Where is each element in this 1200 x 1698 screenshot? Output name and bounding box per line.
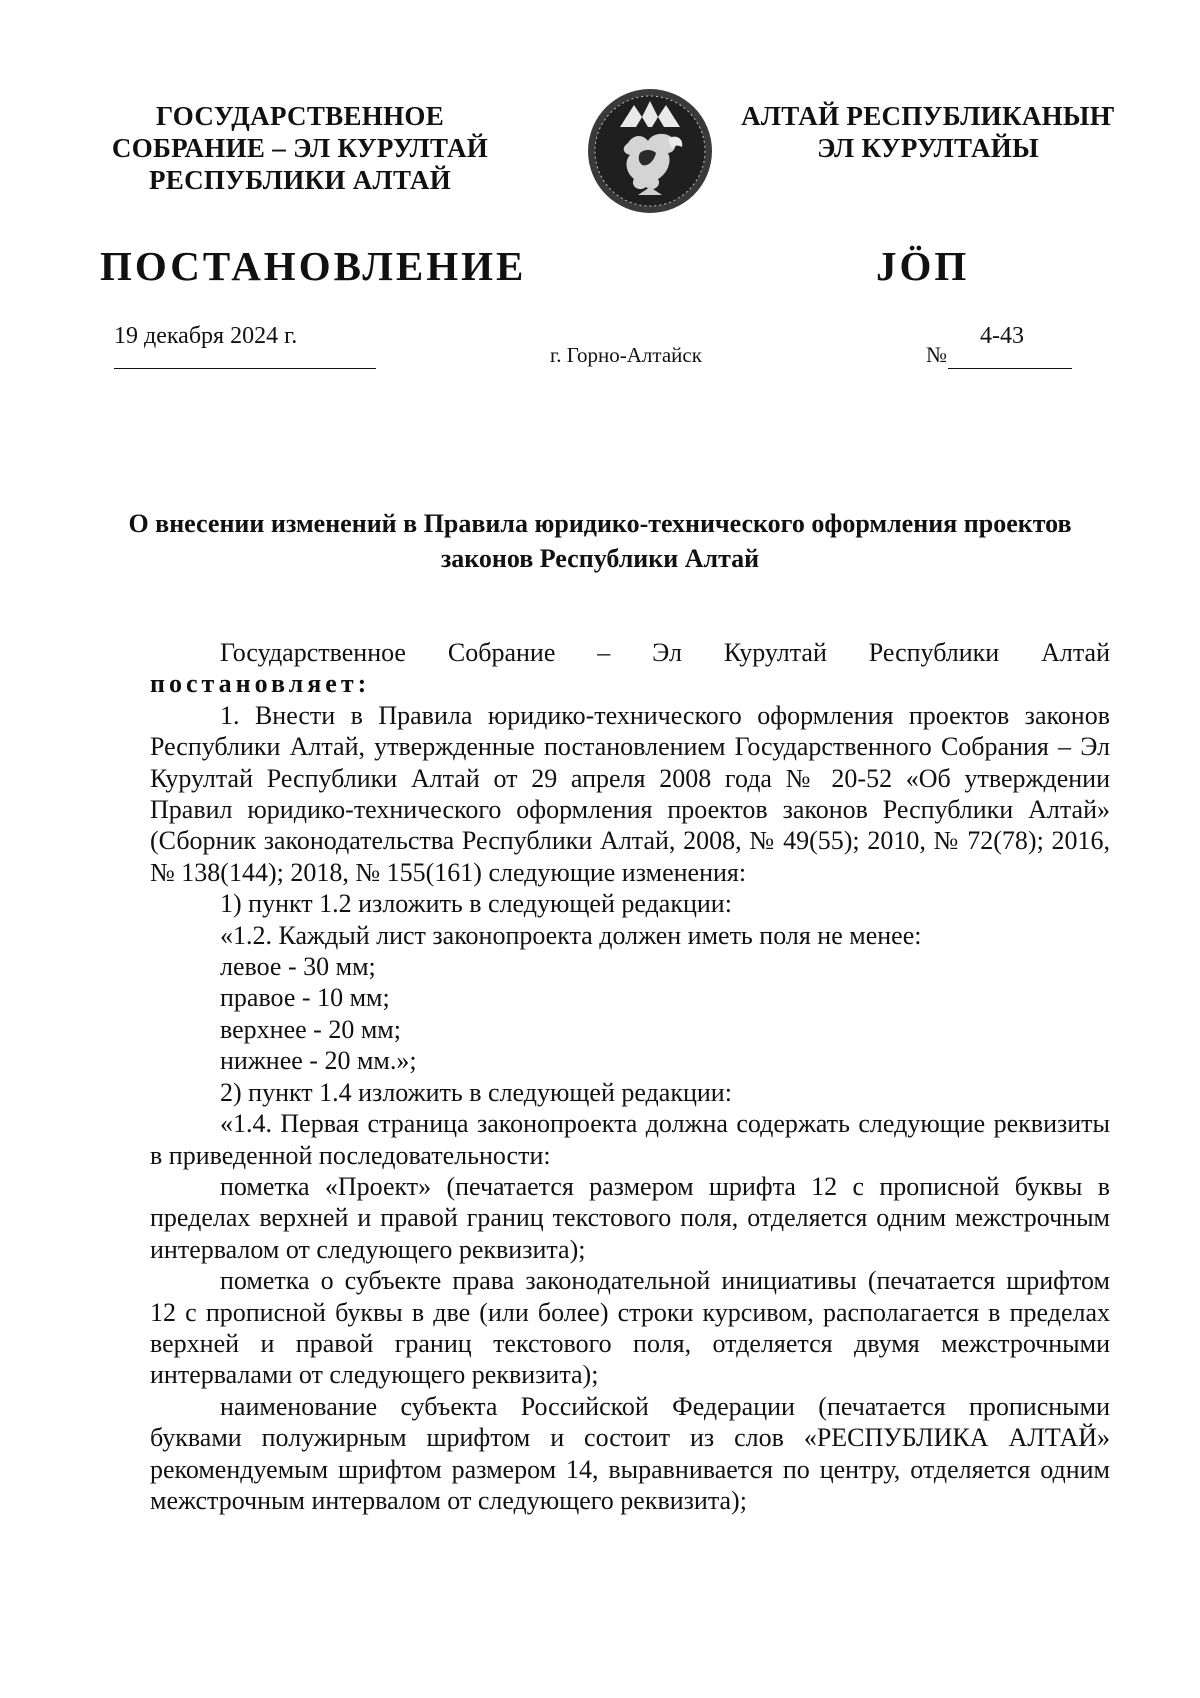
body-paragraph: левое - 30 мм;: [220, 952, 376, 982]
body-paragraph: 1. Внести в Правила юридико-технического оформления проектов законов Республики Алтай, утвержденные постановлением Государственного Собрания – Эл Курултай Республики Алтай от 29 апреля 2008 года № 20-52 «Об утверждении Правил юридико-технического оформления проектов законов Республики Алтай» (Сборник законодательства Республики Алтай, 2008, № 49(55); 2010, № 72(78); 2016, № 138(144); 2018, № 155(161) следующие изменения:: [150, 700, 1110, 887]
body-paragraph: верхнее - 20 мм;: [220, 1014, 401, 1044]
body-paragraph: «1.2. Каждый лист законопроекта должен иметь поля не менее:: [220, 920, 922, 950]
issuer-altai-line: АЛТАЙ РЕСПУБЛИКАНЫҤ: [741, 101, 1115, 131]
number-label: №: [926, 342, 947, 367]
intro-paragraph: Государственное Собрание – Эл Курултай Республики Алтай: [220, 638, 1110, 667]
body-paragraph: пометка «Проект» (печатается размером шрифта 12 с прописной буквы в пределах верхней и правой границ текстового поля, отделяется одним межстрочным интервалом от следующего реквизита);: [150, 1171, 1110, 1264]
body-paragraph: пометка о субъекте права законодательной инициативы (печатается шрифтом 12 с прописной буквы в две (или более) строки курсивом, располагается в пределах верхней и правой границ текстового поля, отделяется двумя межстрочными интервалами от следующего реквизита);: [150, 1266, 1110, 1390]
body-paragraph: нижнее - 20 мм.»;: [220, 1046, 417, 1076]
doc-type-russian: ПОСТАНОВЛЕНИЕ: [100, 243, 527, 289]
issuer-russian-line: СОБРАНИЕ – ЭЛ КУРУЛТАЙ: [111, 133, 489, 163]
issuer-altai-line: ЭЛ КУРУЛТАЙЫ: [817, 133, 1039, 163]
document-date: 19 декабря 2024 г.: [114, 323, 298, 349]
issuer-russian: [100, 100, 500, 196]
number-underline: [948, 368, 1072, 369]
document-body: [150, 637, 1110, 1516]
document-city: г. Горно-Алтайск: [550, 343, 702, 367]
issuer-altai: [728, 100, 1128, 164]
document-number: 4-43: [980, 323, 1024, 349]
issuer-russian-line: РЕСПУБЛИКИ АЛТАЙ: [148, 165, 452, 195]
body-paragraph: правое - 10 мм;: [220, 983, 390, 1013]
body-paragraph: 2) пункт 1.4 изложить в следующей редакции:: [220, 1077, 732, 1107]
issuer-russian-line: ГОСУДАРСТВЕННОЕ: [156, 101, 444, 131]
body-paragraph: 1) пункт 1.2 изложить в следующей редакции:: [220, 889, 732, 919]
doc-type-altai: JӦП: [876, 243, 970, 289]
body-paragraph: «1.4. Первая страница законопроекта должна содержать следующие реквизиты в приведенной последовательности:: [150, 1109, 1110, 1170]
document-title: О внесении изменений в Правила юридико-технического оформления проектов законов Республики Алтай: [128, 509, 1072, 573]
date-underline: [114, 368, 376, 369]
resolves-word: постановляет:: [150, 669, 371, 699]
body-paragraph: наименование субъекта Российской Федерации (печатается прописными буквами полужирным шрифтом и состоит из слов «РЕСПУБЛИКА АЛТАЙ» рекомендуемым шрифтом размером 14, выравнивается по центру, отделяется одним межстрочным интервалом от следующего реквизита);: [150, 1391, 1110, 1515]
altai-republic-emblem-icon: [582, 83, 718, 219]
